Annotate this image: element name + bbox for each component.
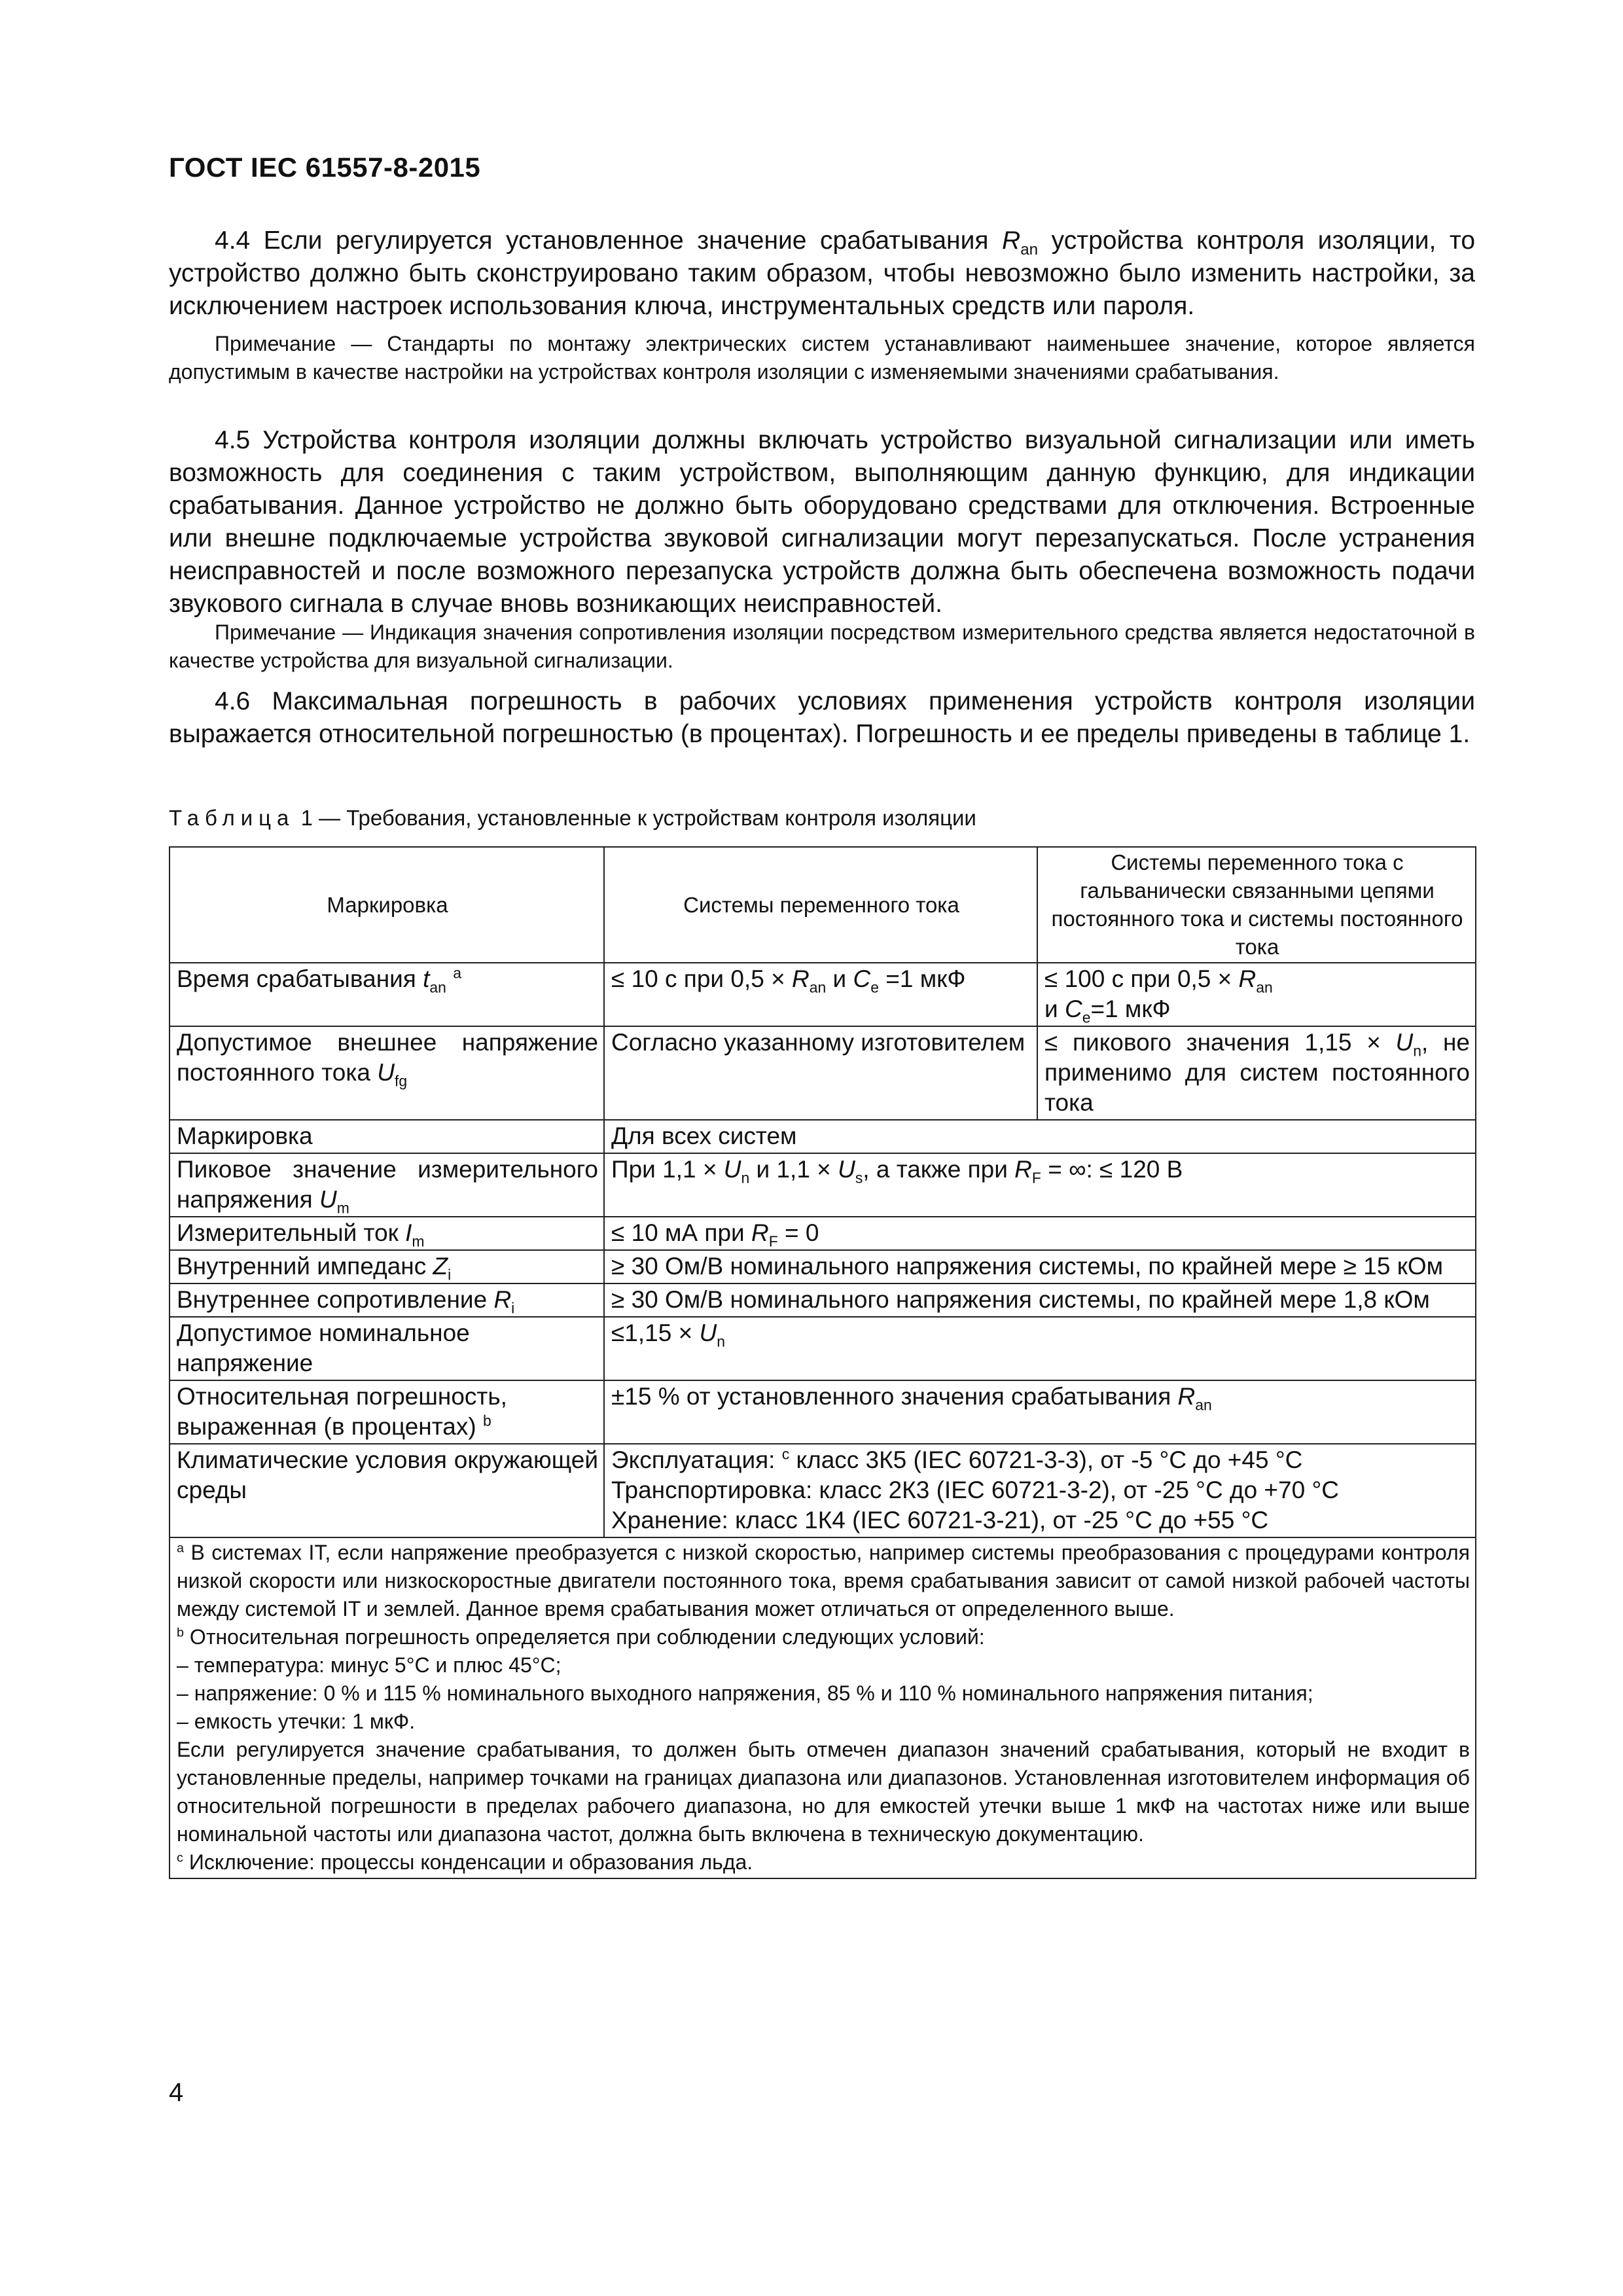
paragraph-4-4: 4.4 Если регулируется установленное значение срабатывания $R_{an}$ устройства контроля изоляции, то устройство должно быть сконструировано таким образом, чтобы невозможно было изменить настройки, за исключением настроек использования ключа, инструментальных средств или пароля. [169,226,1476,320]
requirements-table [169,846,1476,1879]
climate-operation: Эксплуатация: $^c$ класс 3К5 (IEC 60721-3-3), от -5 °С до +45 °С [611,1445,1303,1473]
row-response-time-label: Время срабатывания $t_{an}$ $^a$ [169,963,604,1026]
row-rel-error-value: ±15 % от установленного значения срабатывания $R_{an}$ [604,1380,1476,1444]
footnote-b: $^b$ Относительная погрешность определяется при соблюдении следующих условий: [177,1625,985,1649]
row-meas-current-value: ≤ 10 мА при $R_F = 0$ [604,1217,1476,1250]
section-4-5: 4.5 Устройства контроля изоляции должны включать устройство визуальной сигнализации или иметь возможность для соединения с таким устройством, выполняющим данную функцию, для индикации срабатывания. Данное устройство не должно быть оборудовано средствами для отключения. Встроенные или внешне подключаемые устройства звуковой сигнализации могут перезапускаться. После устранения неисправностей и после возможного перезапуска устройств должна быть обеспечена возможность подачи звукового сигнала в случае вновь возникающих неисправностей. [169,426,1475,618]
header-ac-dc-systems: Системы переменного тока с гальванически связанными цепями постоянного тока и системы постоянного тока [1037,847,1476,963]
row-rel-error-label: Относительная погрешность, выраженная (в процентах) $^b$ [169,1380,604,1444]
footnote-b-temperature: – температура: минус 5°С и плюс 45°С; [177,1653,562,1677]
climate-transport: Транспортировка: класс 2К3 (IEC 60721-3-2), от -25 °С до +70 °С [611,1477,1339,1503]
header-marking: Маркировка [169,847,604,963]
table-row [169,1250,1476,1283]
row-nominal-voltage-label: Допустимое номинальное напряжение [169,1317,604,1380]
row-ext-voltage-label: Допустимое внешнее напряжение постоянного тока $U_{fg}$ [169,1026,604,1120]
row-impedance-value: ≥ 30 Ом/В номинального напряжения системы, по крайней мере ≥ 15 кОм [604,1250,1476,1283]
section-4-4 [169,224,1475,323]
table-caption: Таблица 1 — Требования, установленные к устройствам контроля изоляции [169,806,976,830]
note-4-5: Примечание — Индикация значения сопротивления изоляции посредством измерительного средства является недостаточной в качестве устройства для визуальной сигнализации. [169,620,1475,672]
table-row [169,1444,1476,1537]
footnote-a: $^a$ В системах IT, если напряжение преобразуется с низкой скоростью, например системы преобразования с процедурами контроля низкой скорости или низкоскоростные двигатели постоянного тока, время срабатывания зависит от самой низкой рабочей частоты между системой IT и землей. Данное время срабатывания может отличаться от определенного выше. [177,1541,1471,1621]
row-resistance-label: Внутреннее сопротивление $R_i$ [169,1283,604,1317]
footnote-b-capacitance: – емкость утечки: 1 мкФ. [177,1710,416,1733]
table-row [169,1026,1476,1120]
row-climate-value [604,1444,1476,1537]
table-row [169,1153,1476,1217]
table-row [169,1120,1476,1153]
row-marking-value: Для всех систем [604,1120,1476,1153]
footnote-c: $^c$ Исключение: процессы конденсации и образования льда. [177,1850,753,1874]
row-ext-voltage-dc: ≤ пикового значения $1,15 \times U_n$, не применимо для систем постоянного тока [1037,1026,1476,1120]
header-ac-systems: Системы переменного тока [604,847,1037,963]
table-row [169,1283,1476,1317]
table-footnotes-row [169,1537,1476,1878]
row-resistance-value: ≥ 30 Ом/В номинального напряжения системы, по крайней мере 1,8 кОм [604,1283,1476,1317]
section-4-6: 4.6 Максимальная погрешность в рабочих условиях применения устройств контроля изоляции выражается относительной погрешностью (в процентах). Погрешность и ее пределы приведены в таблице 1. [169,687,1475,748]
table-row [169,1317,1476,1380]
climate-storage: Хранение: класс 1К4 (IEC 60721-3-21), от -25 °С до +55 °С [611,1507,1269,1534]
row-peak-voltage-value: При $1,1 \times U_n$ и $1,1 \times U_s$, а также при $R_F$ = ∞: ≤ 120 В [604,1153,1476,1217]
row-impedance-label: Внутренний импеданс $Z_i$ [169,1250,604,1283]
footnote-b-voltage: – напряжение: 0 % и 115 % номинального выходного напряжения, 85 % и 110 % номинального напряжения питания; [177,1681,1313,1705]
table-row [169,1217,1476,1250]
document-header: ГОСТ IEC 61557-8-2015 [169,152,481,183]
row-climate-label: Климатические условия окружающей среды [169,1444,604,1537]
table-row [169,963,1476,1026]
row-marking-label: Маркировка [169,1120,604,1153]
row-response-time-ac: ≤ 10 с при $0,5 \times R_{an}$ и $C_e =1$ мкФ [604,963,1037,1026]
page-number: 4 [169,2078,184,2107]
table-header-row [169,847,1476,963]
table-footnotes [169,1537,1476,1878]
footnote-b-range: Если регулируется значение срабатывания, то должен быть отмечен диапазон значений срабатывания, который не входит в установленные пределы, например точками на границах диапазона или диапазонов. Установленная изготовителем информация об относительной погрешности в пределах рабочего диапазона, но для емкостей утечки выше 1 мкФ на частотах ниже или выше номинальной частоты или диапазона частот, должна быть включена в техническую документацию. [177,1738,1470,1846]
row-nominal-voltage-value: $\le 1,15 \times U_n$ [604,1317,1476,1380]
table-row [169,1380,1476,1444]
row-peak-voltage-label: Пиковое значение измерительного напряжения $U_m$ [169,1153,604,1217]
row-ext-voltage-ac: Согласно указанному изготовителем [604,1026,1037,1120]
row-response-time-dc: ≤ 100 с при $0,5 \times R_{an}$ и $C_e=1$ мкФ [1037,963,1476,1026]
row-meas-current-label: Измерительный ток $I_m$ [169,1217,604,1250]
note-4-4: Примечание — Стандарты по монтажу электрических систем устанавливают наименьшее значение, которое является допустимым в качестве настройки на устройствах контроля изоляции с изменяемыми значениями срабатывания. [169,332,1475,384]
